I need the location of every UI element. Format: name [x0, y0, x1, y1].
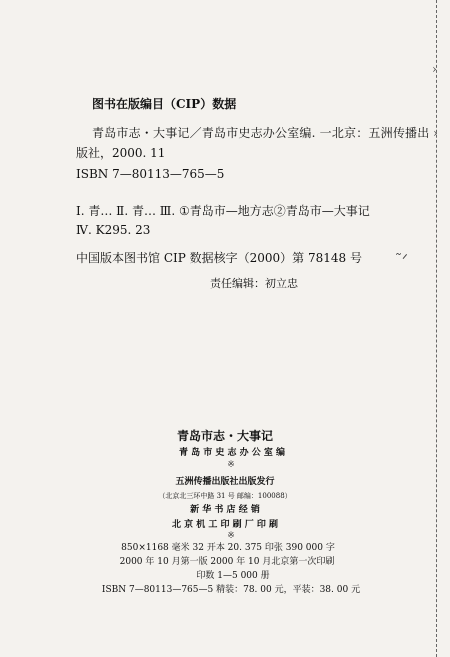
- cip-publisher-line: 版社，2000. 11: [76, 146, 166, 160]
- book-specifications: 850×1168 毫米 32 开本 20. 375 印张 390 000 字: [121, 543, 335, 553]
- book-author: 青 岛 市 史 志 办 公 室 编: [178, 448, 286, 458]
- cip-heading: 图书在版编目（CIP）数据: [92, 97, 237, 111]
- cip-class-number: Ⅳ. K295. 23: [76, 223, 151, 237]
- separator-top-icon: ※: [227, 460, 235, 470]
- cip-title-line: 青岛市志・大事记／青岛市史志办公室编. 一北京：五洲传播出: [92, 126, 430, 140]
- cip-approval: 中国版本图书馆 CIP 数据核字（2000）第 78148 号: [76, 251, 362, 265]
- distributor: 新 华 书 店 经 销: [190, 505, 260, 515]
- publisher: 五洲传播出版社出版发行: [175, 477, 275, 487]
- edition-info: 2000 年 10 月第一版 2000 年 10 月北京第一次印刷: [119, 557, 335, 567]
- responsible-editor: 责任编辑：初立忠: [210, 277, 298, 290]
- binding-mark-icon: ›: [433, 126, 438, 140]
- binding-mark-icon: ›: [432, 62, 437, 76]
- publisher-address: （北京北三环中路 31 号 邮编：100088）: [158, 492, 292, 500]
- book-title: 青岛市志・大事记: [176, 429, 273, 443]
- cip-classification: Ⅰ. 青… Ⅱ. 青… Ⅲ. ①青岛市—地方志②青岛市—大事记: [76, 204, 370, 218]
- print-run: 印数 1—5 000 册: [196, 571, 270, 581]
- isbn-price: ISBN 7—80113—765—5 精装：78. 00 元，平装：38. 00 元: [101, 585, 361, 595]
- cip-isbn: ISBN 7—80113—765—5: [76, 167, 225, 181]
- printer: 北 京 机 工 印 刷 厂 印 刷: [171, 520, 279, 530]
- separator-bottom-icon: ※: [227, 531, 235, 541]
- scribble-mark-icon: ˜ᐟ: [395, 252, 408, 268]
